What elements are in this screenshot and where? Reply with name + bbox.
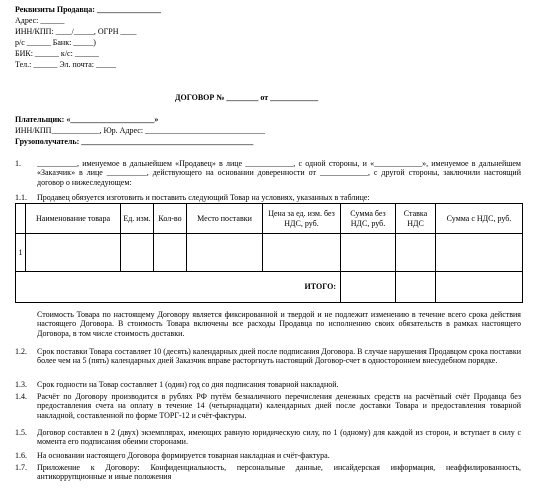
clause11-number: 1.1. <box>15 193 27 202</box>
clause17-text: Приложение к Договору: Конфиденциальность, персональные данные, инсайдерская информация, неаффилированность, антикоррупционные и иные положения <box>37 463 521 482</box>
clause15-number: 1.5. <box>15 428 27 437</box>
cell-sum-vat[interactable] <box>436 234 523 272</box>
col-header-place: Место поставки <box>187 204 263 234</box>
seller-address: Адрес: ______ <box>15 16 65 25</box>
col-header-unit: Ед. изм. <box>121 204 154 234</box>
goods-table <box>15 203 523 303</box>
col-header-vat-rate: Ставка НДС <box>396 204 436 234</box>
clause12-number: 1.2. <box>15 347 27 356</box>
col-header-number: № <box>16 204 26 234</box>
col-header-sum-no-vat: Сумма без НДС, руб. <box>341 204 396 234</box>
clause1-number: 1. <box>15 159 21 168</box>
table-header-row <box>16 204 523 234</box>
consignee-label: Грузополучатель: ___________________________________________ <box>15 137 254 146</box>
payer-inn-address: ИНН/КПП____________, Юр. Адрес: ______________________________ <box>15 126 266 135</box>
clause16-text: На основании настоящего Договора формируется товарная накладная и счёт-фактура. <box>37 451 330 460</box>
contract-title: ДОГОВОР № ________ от ____________ <box>175 93 319 102</box>
total-sum-no-vat[interactable] <box>341 272 396 303</box>
total-label: ИТОГО: <box>16 272 341 303</box>
cell-sum-no-vat[interactable] <box>341 234 396 272</box>
table-total-row <box>16 272 523 303</box>
clause14-number: 1.4. <box>15 392 27 401</box>
seller-bik-ks: БИК: ______ к/с: ______ <box>15 49 99 58</box>
payer-label: Плательщик: «_____________________» <box>15 115 159 124</box>
clause1-text: __________, именуемое в дальнейшем «Продавец» в лице ____________, с одной стороны, и «____________», именуемое в дальнейшем «Заказчик» в лице __________, действующего на основании доверенности от ____________, с другой стороны, заключили настоящий договор о нижеследующем: <box>37 159 521 187</box>
cell-name[interactable] <box>26 234 121 272</box>
total-sum-vat[interactable] <box>436 272 523 303</box>
clause17-number: 1.7. <box>15 463 27 472</box>
seller-account-bank: р/с ______ Банк: _____) <box>15 38 96 47</box>
clause15-text: Договор составлен в 2 (двух) экземплярах, имеющих равную юридическую силу, по 1 (одному) для каждой из сторон, и вступает в силу с момента его подписания обеими сторонами. <box>37 428 521 447</box>
cell-price[interactable] <box>263 234 341 272</box>
clause16-number: 1.6. <box>15 451 27 460</box>
row-number: 1 <box>16 234 26 272</box>
clause14-text: Расчёт по Договору производится в рублях РФ путём безналичного перечисления денежных средств на расчётный счёт Продавца без предоставления счета на оплату в течение 14 (четырнадцати) календарных дней после доставки Товара и предоставления товарной накладной, составленной по форме ТОРГ-12 и счёт-фактуры. <box>37 392 521 420</box>
col-header-sum-vat: Сумма с НДС, руб. <box>436 204 523 234</box>
table-row <box>16 234 523 272</box>
col-header-price: Цена за ед. изм. без НДС, руб. <box>263 204 341 234</box>
total-vat-rate[interactable] <box>396 272 436 303</box>
cell-vat-rate[interactable] <box>396 234 436 272</box>
clause13-text: Срок годности на Товар составляет 1 (один) год со дня подписания товарной накладной. <box>37 380 339 389</box>
col-header-name: Наименование товара <box>26 204 121 234</box>
clause12-text: Срок поставки Товара составляет 10 (десять) календарных дней после подписания Договора. В случае нарушения Продавцом срока поставки более чем на 5 (пять) календарных дней Заказчик вправе расторгнуть настоящий Договор-счет в одностороннем внесудебном порядке. <box>37 347 521 366</box>
cell-unit[interactable] <box>121 234 154 272</box>
clause13-number: 1.3. <box>15 380 27 389</box>
seller-inn-ogrn: ИНН/КПП: ____/_____, ОГРН ____ <box>15 27 137 36</box>
col-header-qty: Кол-во <box>154 204 187 234</box>
seller-phone-email: Тел.: ______ Эл. почта: _____ <box>15 60 116 69</box>
paragraph-price: Стоимость Товара по настоящему Договору является фиксированной и твердой и не подлежит изменению в течение всего срока действия настоящего Договора. В стоимость Товара включены все расходы Продавца по исполнению своих обязательств в рамках настоящего Договора, в том числе стоимость доставки. <box>37 310 521 338</box>
clause11-text: Продавец обязуется изготовить и поставить следующий Товар на условиях, указанных в таблице: <box>37 193 370 202</box>
seller-title: Реквизиты Продавца: ________________ <box>15 5 161 14</box>
cell-qty[interactable] <box>154 234 187 272</box>
cell-place[interactable] <box>187 234 263 272</box>
